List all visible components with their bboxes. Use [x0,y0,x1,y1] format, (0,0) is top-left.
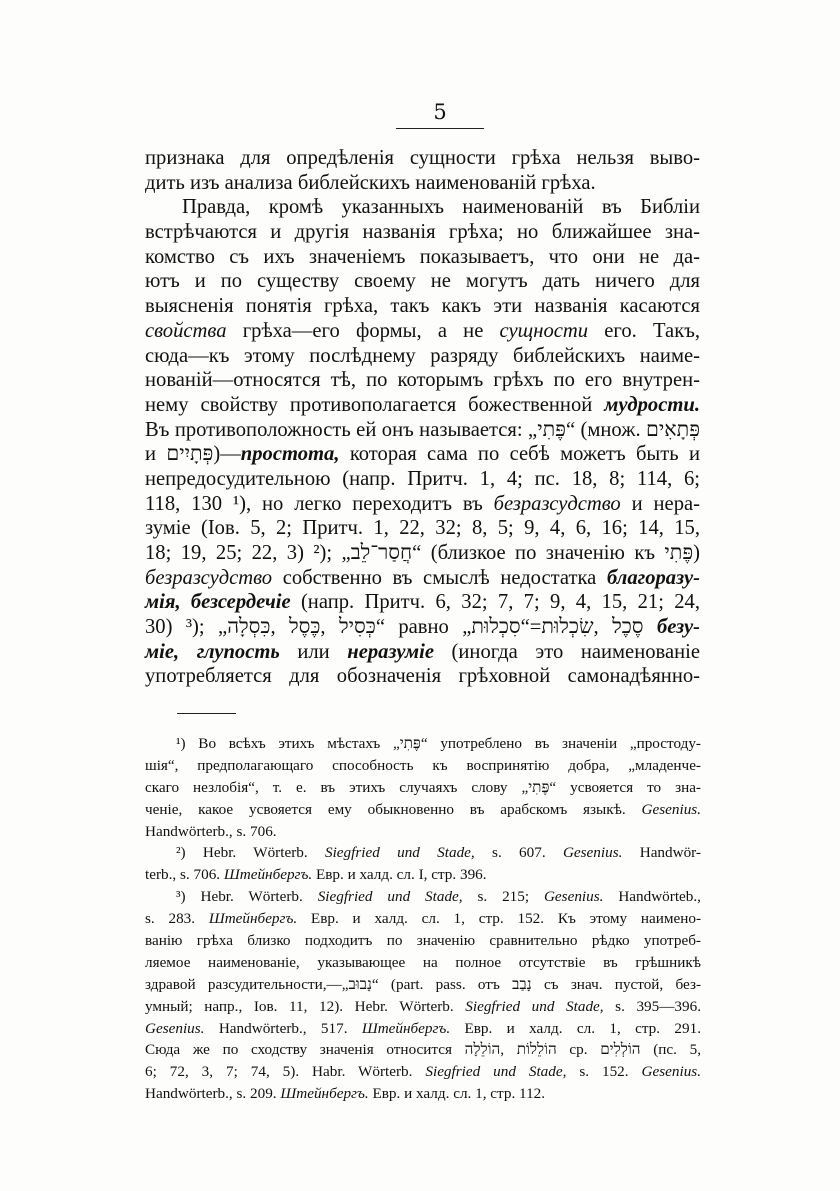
text-run: “ (part. pass. отъ [371,975,513,993]
text-run: выясненія понятія грѣха, такъ какъ эти названія касаются [145,295,700,318]
hebrew-term: פֶּתִי [399,735,421,752]
text-run: его. Такъ, [588,319,700,342]
text-run: (пс. 5, [640,1041,701,1059]
text-run: шія“, предполагающаго способность къ воспринятію добра, „младенче- [145,756,701,774]
text-run: ютъ и по существу своему не могутъ дать ничего для [145,270,700,293]
text-run: собственно въ смыслѣ недостатка [272,566,607,589]
text-run: дить изъ анализа библейскихъ наименованій грѣха. [145,171,596,194]
text-line [145,368,700,393]
text-line [145,220,700,245]
text-run: s. 395—396. [603,997,702,1015]
text-run: Евр. и халд. сл. 1, стр. 152. Къ этому наимено- [297,910,701,928]
hebrew-term: סֶכֶל ,שִׂכְלוּת [541,616,644,639]
text-line [145,171,700,196]
footnote-line [145,1061,701,1083]
text-run: s. 215; [462,888,544,906]
footnote-line [145,952,701,974]
text-run: Евр. и халд. сл. 1, стр. 112. [368,1085,546,1103]
text-run: s. 607. [474,844,563,862]
footnote-line [145,777,701,799]
text-line [145,393,700,418]
text-run: непредосудительною (напр. Притч. 1, 4; пс. 18, 8; 114, 6; [145,467,700,490]
text-run: встрѣчаются и другія названія грѣха; но ближайшее зна- [145,221,700,244]
footnote-line [145,930,701,952]
emphasis-text: Gesenius. [145,1019,205,1037]
text-run: “= [520,616,542,639]
emphasis-text: Siegfried und Stade, [317,888,463,906]
hebrew-term: פֶּתִי [528,778,550,796]
emphasis-text: Gesenius. [641,800,701,818]
footnote-line [145,908,701,930]
footnote-line [145,864,701,886]
emphasis-text: Штейнбергъ. [208,910,298,928]
hebrew-term: פֶּתִי [537,418,566,441]
emphasis-text: сущности [499,319,589,342]
text-line [145,467,700,492]
text-run: ср. [556,1041,601,1059]
text-line [145,640,700,665]
hebrew-term: כְּסִיל ,כֶּסֶל ,כִּסְלָה [227,616,376,639]
header-rule [396,128,484,129]
footnote-line [145,1018,701,1040]
text-run: и [145,443,167,466]
text-run: ) [693,542,700,564]
footnote-line [145,842,701,864]
footnote-line [145,886,701,908]
text-line [145,516,700,541]
text-line [145,442,700,467]
text-line [145,492,700,517]
footnote-line [145,821,701,843]
emphasis-text: Штейнбергъ. [280,1085,369,1103]
hebrew-term: הוֹלֵלוֹת ,הוֹלֵלָה [464,1041,557,1059]
text-run: здравой разсудительности,—„ [145,975,349,993]
text-run: скаго незлобія“, т. е. въ этихъ случаяхъ слову „ [145,778,529,796]
text-run: 30) ³); „ [145,616,228,639]
text-run: нему свойству противополагается божественной [145,393,605,416]
emphasis-text: благоразу- [606,566,700,589]
text-run: 18; 19, 25; 22, 3) ²); „ [145,542,351,564]
footnote-line [145,1039,701,1061]
text-line [145,541,700,566]
text-run: 118, 130 ¹), но легко переходитъ въ [145,492,494,515]
footnote-separator [177,713,236,714]
text-run: ляемое наименованіе, указывающее на полное отсутствіе въ грѣшникѣ [145,953,701,971]
footnote-line [145,996,701,1018]
text-run: “ усвояется то зна- [549,778,701,796]
text-line [145,418,700,443]
emphasis-text: мія, безсердечіе [145,591,291,614]
emphasis-text: міе, глупость [145,640,280,663]
text-run: съ знач. пустой, без- [531,975,701,993]
text-line [145,294,700,319]
text-run: нованій—относятся тѣ, по которымъ грѣхъ по его внутрен- [145,369,700,392]
text-run: Въ противоположность ей онъ называется: „ [145,418,538,441]
text-run: s. 152. [566,1063,642,1081]
text-run: или [279,640,348,663]
emphasis-text: свойства [145,319,227,342]
emphasis-text: безу- [656,616,700,639]
hebrew-term: נָבוּב [348,975,372,993]
hebrew-term: פְּתָאִים [646,418,700,441]
text-line [145,245,700,270]
emphasis-text: Siegfried und Stade, [324,844,475,862]
footnote-line [145,733,701,755]
footnote-line [145,974,701,996]
text-run: зуміе (Іов. 5, 2; Притч. 1, 22, 32; 8, 5; 9, 4, 6, 16; 14, 15, [145,517,700,540]
text-run: которая сама по себѣ можетъ быть и [339,443,700,466]
hebrew-term: חֲסַר־לֵב [350,542,413,564]
text-run: “ равно „ [375,616,472,639]
emphasis-text: Штейнбергъ. [361,1019,451,1037]
text-run: признака для опредѣленія сущности грѣха нельзя выво- [145,147,700,169]
text-line [145,615,700,640]
footnotes [145,733,701,1105]
footnote-line [145,799,701,821]
text-run: и нера- [620,492,700,515]
hebrew-term: פֶּתִי [664,542,694,564]
text-run: ¹) Во всѣхъ этихъ мѣстахъ „ [176,735,400,752]
emphasis-text: Gesenius. [543,888,604,906]
page-number: 5 [433,100,447,124]
text-run: Handwörterb., s. 706. [145,822,277,840]
text-run: Евр. и халд. сл. 1, стр. 291. [450,1019,701,1037]
text-run: грѣха—его формы, а не [226,319,500,342]
text-run: Евр. и халд. сл. I, стр. 396. [312,866,487,884]
text-run: (иногда это наименованіе [433,640,700,663]
text-run: сюда—къ этому послѣднему разряду библейскихъ наиме- [145,344,700,367]
emphasis-text: Siegfried und Stade, [465,997,604,1015]
emphasis-text: мудрости. [604,393,700,416]
emphasis-text: безразсудство [493,492,621,515]
hebrew-term: הוֹלְלִים [600,1041,641,1059]
text-line [145,566,700,591]
emphasis-text: Gesenius. [641,1063,701,1081]
text-run: “ употреблено въ значеніи „простоду- [420,735,701,752]
emphasis-text: простота, [240,443,340,466]
text-run: ванію грѣха близко подходитъ по значенію сравнительно рѣдко употреб- [145,932,701,950]
text-run: “ (множ. [565,418,647,441]
main-text [145,146,700,689]
text-line [145,146,700,171]
text-run: terb., s. 706. [145,866,224,884]
text-run: ³) Hebr. Wörterb. [176,888,318,906]
text-run: Правда, кромѣ указанныхъ наименованій въ Библіи [182,196,700,219]
text-run: )— [213,443,241,466]
text-run: Handwör- [622,844,701,862]
text-run: (напр. Притч. 6, 32; 7, 7; 9, 4, 15, 21; 24, [290,591,701,614]
emphasis-text: неразуміе [347,640,434,663]
text-line [145,590,700,615]
text-line [145,269,700,294]
text-run: 6; 72, 3, 7; 74, 5). Habr. Wörterb. [145,1063,426,1081]
text-line [145,319,700,344]
text-run: комство съ ихъ значеніемъ показываетъ, что они не да- [145,245,700,268]
text-run: умный; напр., Іов. 11, 12). Hebr. Wörterb. [145,997,466,1015]
footnote-line [145,1083,701,1105]
text-run [644,616,657,638]
hebrew-term: סִכְלוּת [471,616,521,639]
text-run: употребляется для обозначенія грѣховной самонадѣянно- [145,665,700,688]
text-run: “ (близкое по значенію къ [412,542,665,564]
hebrew-term: נָבַב [512,975,532,993]
text-run: s. 283. [145,910,209,928]
emphasis-text: Gesenius. [562,844,623,862]
footnote-line [145,755,701,777]
text-run: Handwörteb., [603,888,701,906]
text-line [145,664,700,689]
emphasis-text: Штейнбергъ. [223,866,313,884]
text-run: Handwörterb., 517. [204,1019,362,1037]
hebrew-term: פְּתָיִים [166,443,214,466]
emphasis-text: безразсудство [145,566,273,589]
text-line [145,195,700,220]
text-run: ченіе, какое усвояется ему обыкновенно въ арабскомъ языкѣ. [145,800,642,818]
emphasis-text: Siegfried und Stade, [425,1063,567,1081]
text-run: Сюда же по сходству значенія относится [145,1041,465,1059]
text-run: ²) Hebr. Wörterb. [176,844,325,862]
text-run: Handwörterb., s. 209. [145,1085,281,1103]
text-line [145,344,700,369]
